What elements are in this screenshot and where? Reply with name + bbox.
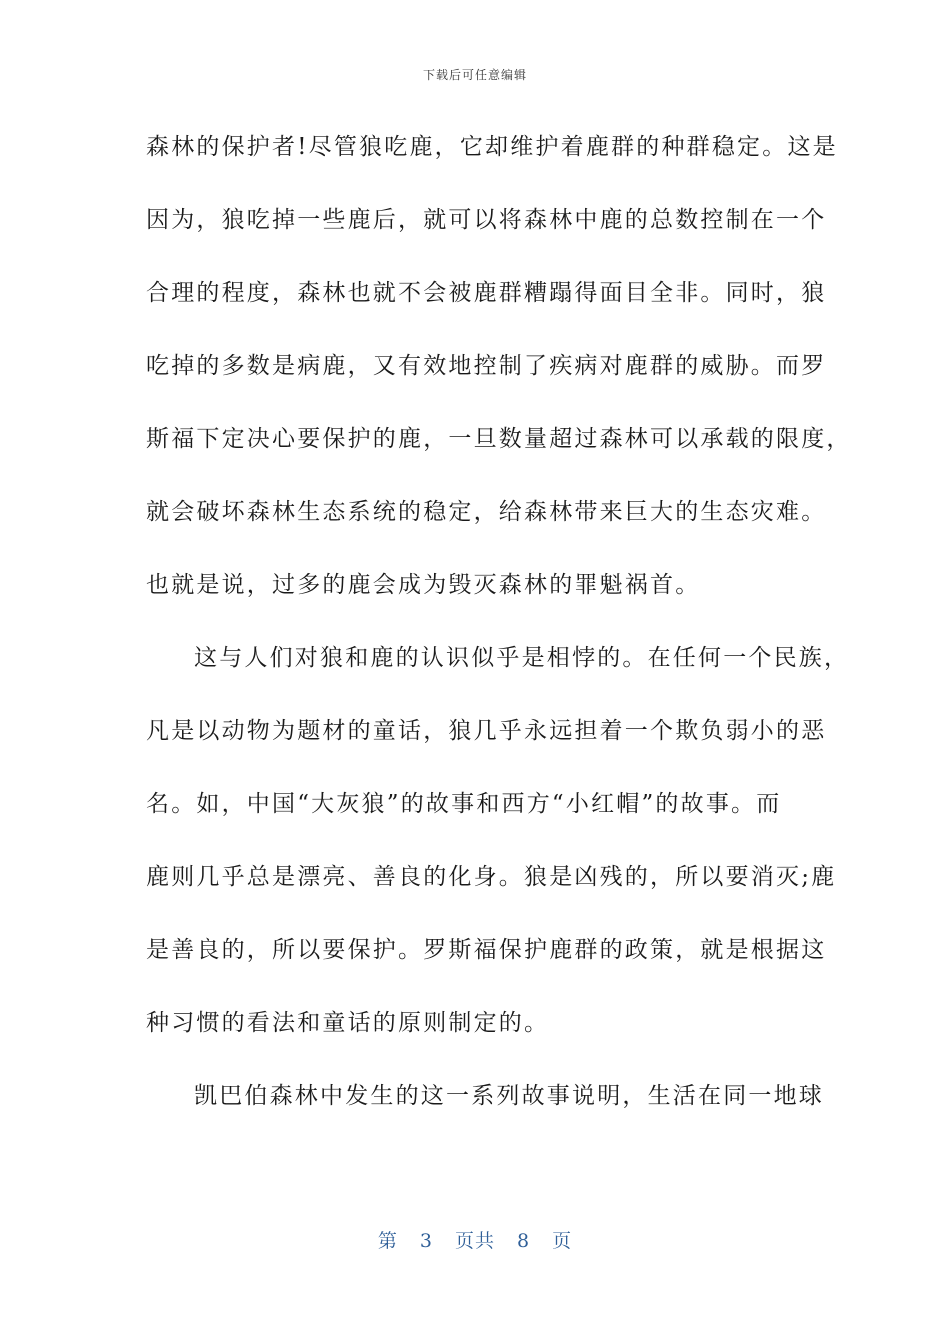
- footer-total-pages: 8: [517, 1230, 531, 1252]
- text-line: 森林的保护者!尽管狼吃鹿，它却维护着鹿群的种群稳定。这是: [146, 134, 838, 160]
- footer-prefix: 第: [377, 1230, 398, 1252]
- text-line: 也就是说，过多的鹿会成为毁灭森林的罪魁祸首。: [146, 572, 701, 598]
- text-line: 斯福下定决心要保护的鹿，一旦数量超过森林可以承载的限度，: [146, 426, 852, 452]
- paragraph-start-line: 凯巴伯森林中发生的这一系列故事说明，生活在同一地球: [194, 1083, 824, 1109]
- document-body: [146, 122, 852, 1144]
- paragraph-start-line: 这与人们对狼和鹿的认识似乎是相悖的。在任何一个民族，: [194, 645, 850, 671]
- text-line: 因为，狼吃掉一些鹿后，就可以将森林中鹿的总数控制在一个: [146, 207, 827, 233]
- text-line: 合理的程度，森林也就不会被鹿群糟蹋得面目全非。同时，狼: [146, 280, 827, 306]
- text-line: 就会破坏森林生态系统的稳定，给森林带来巨大的生态灾难。: [146, 499, 827, 525]
- text-line: 鹿则几乎总是漂亮、善良的化身。狼是凶残的，所以要消灭;鹿: [146, 864, 837, 890]
- text-line: 种习惯的看法和童话的原则制定的。: [146, 1010, 550, 1036]
- footer-suffix: 页: [552, 1230, 573, 1252]
- footer-current-page: 3: [419, 1230, 433, 1252]
- footer-middle: 页共: [454, 1230, 495, 1252]
- text-line: 是善良的，所以要保护。罗斯福保护鹿群的政策，就是根据这: [146, 937, 827, 963]
- text-line: 名。如，中国“大灰狼”的故事和西方“小红帽”的故事。而: [146, 791, 782, 817]
- page-footer: [0, 1226, 950, 1253]
- text-line: 凡是以动物为题材的童话，狼几乎永远担着一个欺负弱小的恶: [146, 718, 827, 744]
- page-header: 下载后可任意编辑: [422, 68, 527, 82]
- text-line: 吃掉的多数是病鹿，又有效地控制了疾病对鹿群的威胁。而罗: [146, 353, 827, 379]
